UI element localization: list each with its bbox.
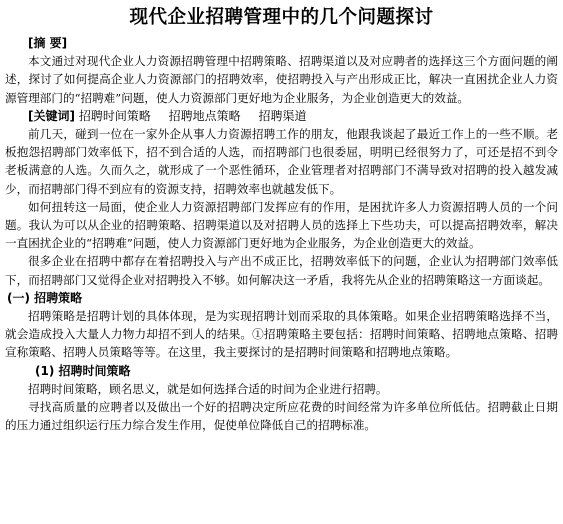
body-paragraph: 如何扭转这一局面，使企业人力资源招聘部门发挥应有的作用，是困扰许多人力资源招聘人员的一个问题。我认为可以从企业的招聘策略、招聘渠道以及对招聘人员的选择上下些功夫，可以提高招聘效率，解决一直困扰企业的“招聘难”问题，使人力资源部门更好地为企业服务，为企业创造更大的效益。: [5, 199, 558, 251]
subsection-paragraph: 招聘时间策略，顾名思义，就是如何选择合适的时间为企业进行招聘。: [28, 381, 388, 396]
abstract-label-line: [5, 34, 558, 52]
keywords-label: [关键词]: [28, 108, 75, 123]
keyword-item: 招聘地点策略: [168, 108, 241, 123]
body-paragraph: 很多企业在招聘中都存在着招聘投入与产出不成正比，招聘效率低下的问题，企业认为招聘部门效率低下，而招聘部门又觉得企业对招聘投入不够。如何解决这一矛盾，我将先从企业的招聘策略这一方面谈起。: [5, 254, 558, 287]
body-paragraph: 前几天，碰到一位在一家外企从事人力资源招聘工作的朋友，他跟我谈起了最近工作上的一些不顺。老板抱怨招聘部门效率低下，招不到合适的人选，而招聘部门也很委屈，明明已经很努力了，可还是招不到令老板满意的人选。久而久之，就形成了一个恶性循环，企业管理者对招聘部门不满导致对招聘的投入越发减少，而招聘部门得不到应有的资源支持，招聘效率也就越发低下。: [5, 127, 558, 196]
keyword-item: 招聘时间策略: [78, 108, 151, 123]
subsection-heading: (1) 招聘时间策略: [35, 363, 131, 378]
section-paragraph: 招聘策略是招聘计划的具体体现，是为实现招聘计划而采取的具体策略。如果企业招聘策略选择不当，就会造成投入大量人力物力却招不到人的结果。①招聘策略主要包括：招聘时间策略、招聘地点策略、招聘宣称策略、招聘人员策略等等。在这里，我主要探讨的是招聘时间策略和招聘地点策略。: [5, 309, 558, 360]
subsection-paragraph: 寻找高质量的应聘者以及做出一个好的招聘决定所应花费的时间经常为许多单位所低估。招聘截止日期的压力通过组织运行压力综合发生作用，促使单位降低自己的招聘标准。: [5, 400, 558, 433]
section-heading: (一) 招聘策略: [7, 290, 83, 305]
keywords-line: [5, 107, 558, 125]
abstract-label: [摘 要]: [28, 36, 68, 50]
abstract-text: 本文通过对现代企业人力资源招聘管理中招聘策略、招聘渠道以及对应聘者的选择这三个方面问题的阐述，探讨了如何提高企业人力资源部门的招聘效率，使招聘投入与产出形成正比，解决一直困扰企业人力资源管理部门的“招聘难”问题，使人力资源部门更好地为企业服务，为企业创造更大的效益。: [5, 54, 558, 105]
keyword-item: 招聘渠道: [258, 108, 307, 123]
document-title: 现代企业招聘管理中的几个问题探讨: [129, 7, 434, 28]
